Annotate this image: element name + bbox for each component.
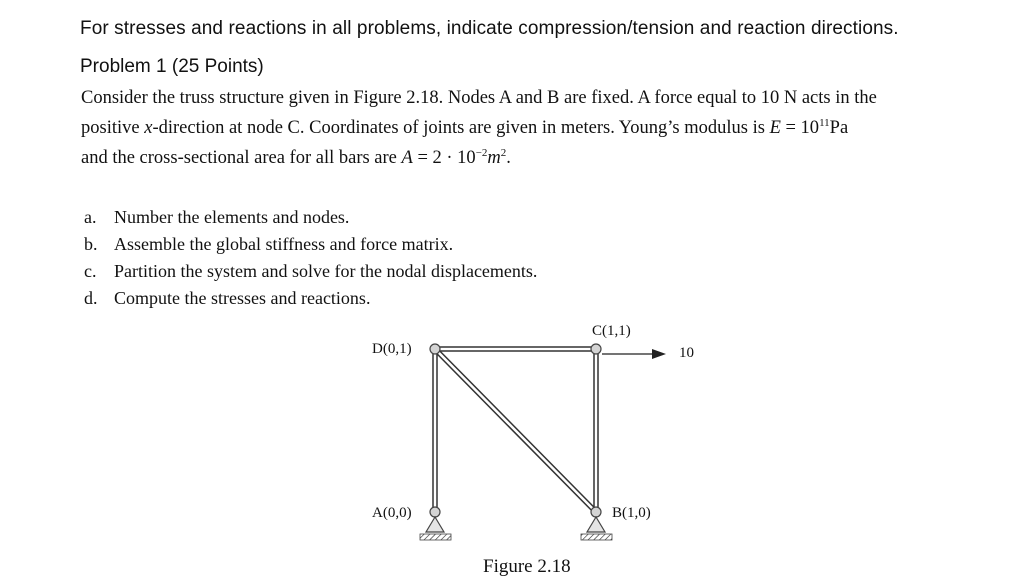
- unit-meter: m: [487, 148, 501, 169]
- joint-D: [430, 344, 440, 354]
- statement-period: .: [506, 148, 511, 169]
- joint-A: [430, 507, 440, 517]
- math-exponent: 11: [819, 117, 830, 129]
- statement-text: -direction at node C. Coordinates of joints are given in meters. Young’s modulus is: [152, 118, 770, 139]
- task-label: d.: [84, 288, 98, 308]
- support-A: [420, 517, 451, 540]
- statement-line-2: [81, 111, 1001, 141]
- instructions-header: For stresses and reactions in all problems, indicate compression/tension and reaction directions.: [80, 18, 899, 39]
- list-item: [84, 258, 537, 285]
- problem-statement: [81, 86, 1001, 171]
- statement-line-1: Consider the truss structure given in Figure 2.18. Nodes A and B are fixed. A force equal to 10 N acts in the: [81, 88, 877, 108]
- task-list: [84, 204, 537, 312]
- figure-caption: Figure 2.18: [483, 556, 571, 577]
- force-arrow: [602, 349, 666, 359]
- problem-title: Problem 1 (25 Points): [80, 56, 264, 77]
- node-label-A: A(0,0): [372, 505, 412, 521]
- node-label-C: C(1,1): [592, 323, 631, 339]
- task-text: Assemble the global stiffness and force matrix.: [114, 234, 454, 254]
- force-label: 10: [679, 345, 694, 361]
- statement-line-3: [81, 141, 1001, 171]
- task-label: a.: [84, 207, 97, 227]
- statement-text: positive: [81, 118, 145, 139]
- list-item: [84, 204, 537, 231]
- math-variable-A: A: [401, 148, 413, 169]
- math-equals-ten: = 10: [780, 118, 820, 139]
- math-area-value: = 2 · 10: [412, 148, 476, 169]
- support-B: [581, 517, 612, 540]
- math-variable-x: x: [144, 118, 153, 139]
- node-label-B: B(1,0): [612, 505, 651, 521]
- joint-B: [591, 507, 601, 517]
- statement-text: and the cross-sectional area for all bars are: [81, 148, 402, 169]
- task-text: Number the elements and nodes.: [114, 207, 350, 227]
- task-label: c.: [84, 261, 97, 281]
- task-text: Compute the stresses and reactions.: [114, 288, 371, 308]
- list-item: [84, 285, 537, 312]
- truss-figure: [340, 318, 720, 580]
- member-DB: [438, 352, 593, 509]
- math-exponent: 2: [500, 147, 507, 160]
- math-exponent: −2: [475, 147, 488, 160]
- node-label-D: D(0,1): [372, 341, 412, 357]
- task-label: b.: [84, 234, 98, 254]
- list-item: [84, 231, 537, 258]
- math-variable-E: E: [769, 118, 781, 139]
- task-text: Partition the system and solve for the nodal displacements.: [114, 261, 538, 281]
- joint-C: [591, 344, 601, 354]
- unit-pascal: Pa: [829, 118, 849, 139]
